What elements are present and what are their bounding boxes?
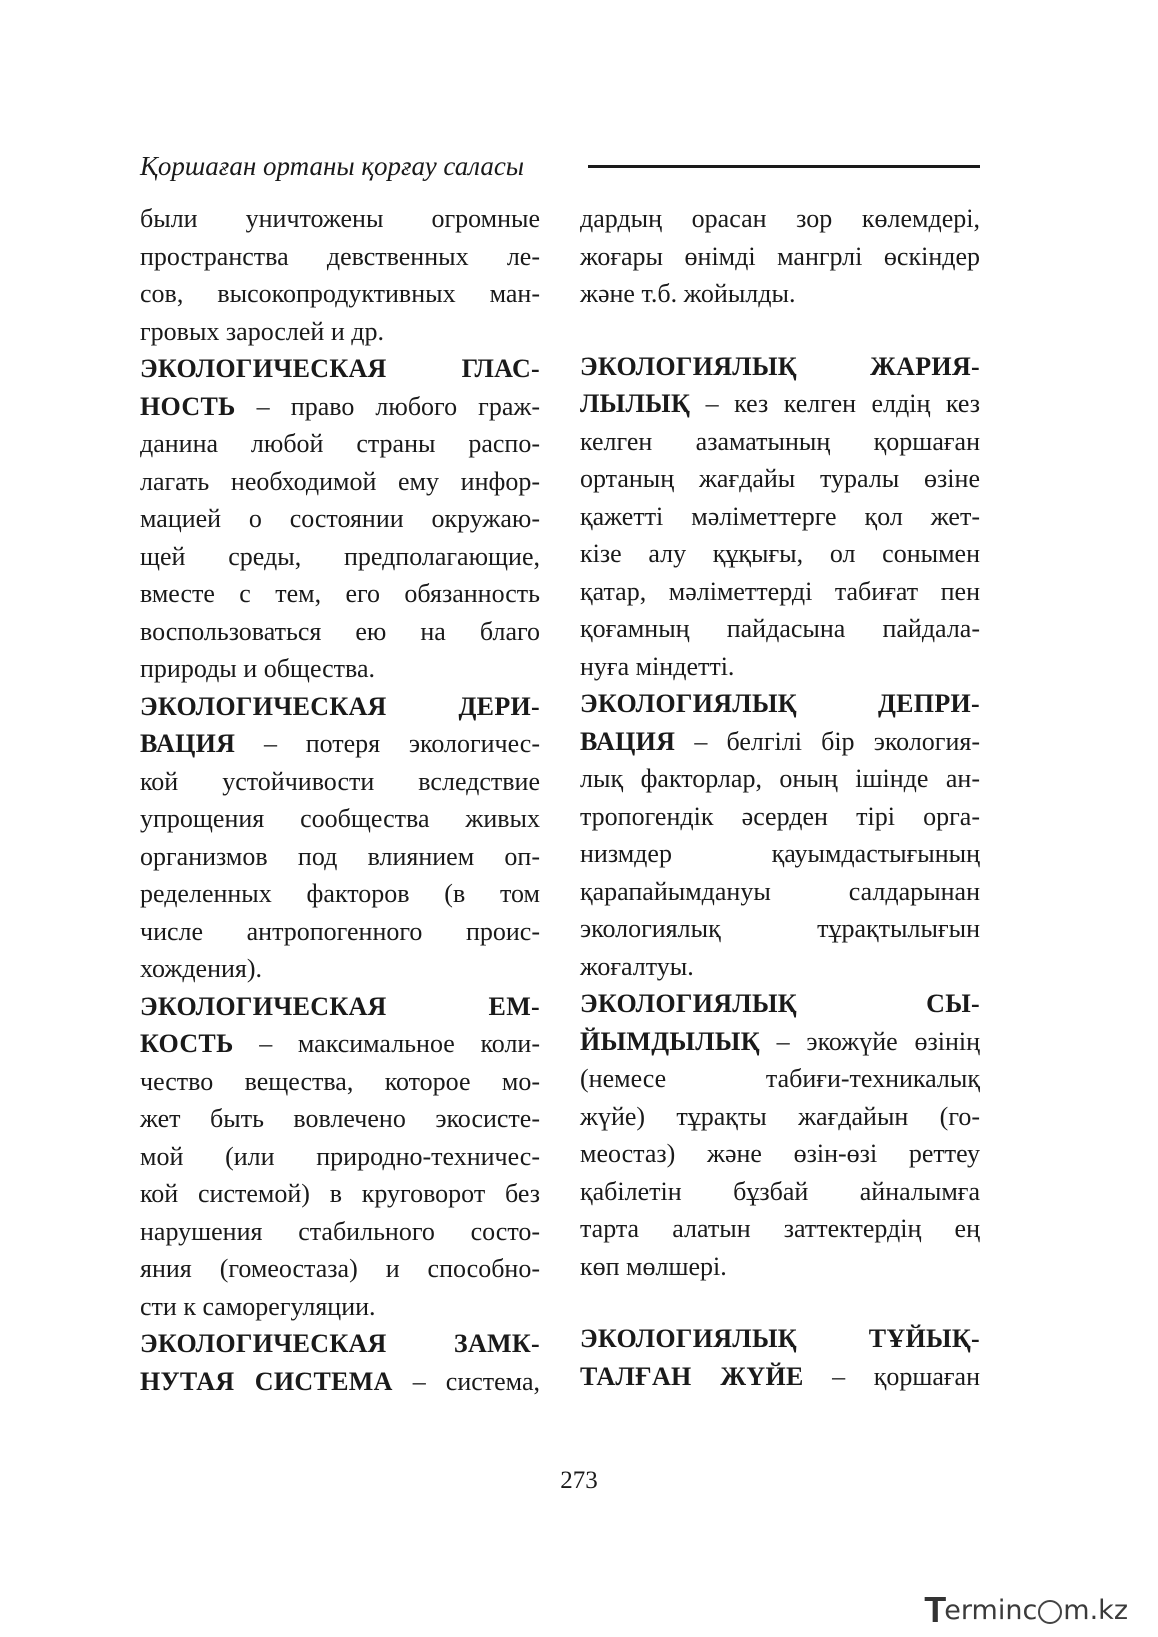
text-line <box>140 200 540 238</box>
term-heading: КОСТЬ <box>140 1029 234 1058</box>
line-text: гровых зарослей и др. <box>140 316 384 346</box>
text-line <box>140 613 540 651</box>
line-text: были уничтожены огромные <box>140 204 540 233</box>
line-text: кой системой) в круговорот без <box>140 1179 540 1208</box>
term-heading: ЭКОЛОГИЯЛЫҚ ЖАРИЯ- <box>580 351 980 381</box>
term-heading: ЭКОЛОГИЯЛЫҚ ДЕПРИ- <box>580 689 980 718</box>
line-text: нуға міндетті. <box>580 651 735 681</box>
text-line <box>580 460 980 498</box>
text-line <box>140 313 540 351</box>
text-line <box>580 723 980 761</box>
page-number: 273 <box>560 1467 598 1494</box>
text-line <box>580 1210 980 1248</box>
text-line <box>140 763 540 801</box>
line-text: келген азаматының қоршаған <box>580 426 980 456</box>
text-line <box>140 988 540 1026</box>
line-text: жоғары өнімді мангрлі өскіндер <box>580 241 980 271</box>
line-text: – потеря экологичес- <box>235 729 540 758</box>
term-heading: ЭКОЛОГИЯЛЫҚ СЫ- <box>580 989 980 1018</box>
text-line <box>580 685 980 723</box>
text-line <box>140 1175 540 1213</box>
text-line <box>140 688 540 726</box>
text-line <box>140 575 540 613</box>
running-header-title: Қоршаған ортаны қорғау саласы <box>140 151 525 181</box>
text-line <box>140 1138 540 1176</box>
text-line <box>140 1100 540 1138</box>
line-text: қоғамның пайдасына пайдала- <box>580 614 980 643</box>
text-line <box>580 760 980 798</box>
text-line <box>580 1173 980 1211</box>
line-text: хождения). <box>140 954 263 983</box>
line-text: лық факторлар, оның ішінде ан- <box>580 764 980 793</box>
line-text: яния (гомеостаза) и способно- <box>140 1254 540 1283</box>
magnifier-icon <box>1038 1600 1062 1624</box>
text-line <box>580 498 980 536</box>
line-text: данина любой страны распо- <box>140 429 540 458</box>
line-text: қарапайымдануы салдарынан <box>580 876 980 906</box>
text-line <box>580 535 980 573</box>
text-line <box>580 1358 980 1396</box>
text-line <box>140 950 540 988</box>
text-line <box>580 348 980 386</box>
line-text: жет быть вовлечено экосисте- <box>140 1104 540 1133</box>
line-text: – максимальное коли- <box>233 1029 540 1058</box>
line-text: воспользоваться ею на благо <box>140 616 540 646</box>
line-text: – белгілі бір экология- <box>675 726 980 756</box>
line-text: меостаз) және өзін-өзі реттеу <box>580 1139 980 1168</box>
term-heading: ЭКОЛОГИЧЕСКАЯ ЕМ- <box>140 991 540 1021</box>
term-heading: ЭКОЛОГИЧЕСКАЯ ГЛАС- <box>140 354 540 383</box>
text-line <box>580 1023 980 1061</box>
text-line <box>140 1025 540 1063</box>
text-line <box>580 1098 980 1136</box>
text-line <box>580 385 980 423</box>
line-text: мой (или природно-техничес- <box>140 1141 540 1171</box>
text-line <box>140 538 540 576</box>
line-text: экологиялық тұрақтылығын <box>580 914 980 943</box>
watermark-text-b: m.kz <box>1063 1594 1128 1626</box>
text-line <box>140 875 540 913</box>
line-text: – экожүйе өзінің <box>759 1026 980 1056</box>
line-text: лагать необходимой ему инфор- <box>140 466 540 496</box>
line-text: щей среды, предполагающие, <box>140 541 540 571</box>
line-text: – право любого граж- <box>235 391 540 421</box>
line-text: қажетті мәліметтерге қол жет- <box>580 501 980 531</box>
term-heading: ЭКОЛОГИЧЕСКАЯ ЗАМК- <box>140 1329 540 1358</box>
text-line <box>140 1213 540 1251</box>
text-line <box>140 913 540 951</box>
line-text: кой устойчивости вследствие <box>140 766 540 796</box>
text-line <box>140 1063 540 1101</box>
line-text: көп мөлшері. <box>580 1251 727 1281</box>
term-heading: ЭКОЛОГИЯЛЫҚ ТҰЙЫҚ- <box>580 1324 980 1353</box>
text-line <box>580 1320 980 1358</box>
line-text: кізе алу құқығы, ол сонымен <box>580 539 980 568</box>
text-line <box>140 388 540 426</box>
line-text: вместе с тем, его обязанность <box>140 579 540 608</box>
watermark-text-a: erminc <box>944 1594 1038 1626</box>
line-text: ределенных факторов (в том <box>140 879 540 908</box>
paragraph-gap <box>580 313 980 348</box>
line-text: және т.б. жойылды. <box>580 279 796 308</box>
term-heading: ЙЫМДЫЛЫҚ <box>580 1026 760 1056</box>
line-text: пространства девственных ле- <box>140 241 540 271</box>
text-line <box>580 910 980 948</box>
term-heading: НУТАЯ СИСТЕМА <box>140 1366 393 1396</box>
line-text: қабілетін бұзбай айналымға <box>580 1176 980 1206</box>
line-text: числе антропогенного проис- <box>140 916 540 946</box>
text-line <box>580 648 980 686</box>
text-line <box>140 1288 540 1326</box>
line-text: сов, высокопродуктивных ман- <box>140 279 540 308</box>
text-line <box>140 800 540 838</box>
text-line <box>580 275 980 313</box>
text-line <box>580 200 980 238</box>
term-heading: ВАЦИЯ <box>580 726 676 756</box>
term-heading: НОСТЬ <box>140 391 236 421</box>
text-line <box>580 423 980 461</box>
term-heading: ЛЫЛЫҚ <box>580 389 691 418</box>
line-text: низмдер қауымдастығының <box>580 839 980 868</box>
line-text: – қоршаған <box>803 1361 980 1391</box>
text-line <box>580 573 980 611</box>
text-line <box>140 1250 540 1288</box>
term-heading: ЭКОЛОГИЧЕСКАЯ ДЕРИ- <box>140 691 540 721</box>
termincom-watermark-logo <box>924 1589 1128 1630</box>
left-column <box>140 200 540 1400</box>
text-line <box>140 1363 540 1401</box>
line-text: сти к саморегуляции. <box>140 1291 376 1321</box>
line-text: чество вещества, которое мо- <box>140 1066 540 1096</box>
text-line <box>580 798 980 836</box>
line-text: жүйе) тұрақты жағдайын (го- <box>580 1101 980 1131</box>
line-text: тарта алатын заттектердің ең <box>580 1214 980 1243</box>
text-line <box>140 1325 540 1363</box>
line-text: мацией о состоянии окружаю- <box>140 504 540 533</box>
text-line <box>580 985 980 1023</box>
line-text: организмов под влиянием оп- <box>140 841 540 871</box>
line-text: дардың орасан зор көлемдері, <box>580 204 980 233</box>
line-text: қатар, мәліметтерді табиғат пен <box>580 576 980 606</box>
line-text: упрощения сообщества живых <box>140 804 540 833</box>
text-line <box>140 238 540 276</box>
text-line <box>140 650 540 688</box>
text-line <box>580 873 980 911</box>
header-rule <box>588 165 980 168</box>
paragraph-gap <box>580 1285 980 1320</box>
text-line <box>140 425 540 463</box>
line-text: нарушения стабильного состо- <box>140 1216 540 1246</box>
right-column <box>580 200 980 1395</box>
line-text: – система, <box>392 1366 540 1396</box>
term-heading: ТАЛҒАН ЖҮЙЕ <box>580 1361 804 1391</box>
text-line <box>140 725 540 763</box>
text-line <box>580 238 980 276</box>
text-line <box>580 1135 980 1173</box>
text-line <box>580 1060 980 1098</box>
text-line <box>580 1248 980 1286</box>
text-line <box>140 500 540 538</box>
text-line <box>140 838 540 876</box>
line-text: природы и общества. <box>140 654 376 683</box>
line-text: жоғалтуы. <box>580 951 694 981</box>
line-text: (немесе табиғи-техникалық <box>580 1064 980 1093</box>
text-line <box>580 610 980 648</box>
text-line <box>580 948 980 986</box>
text-line <box>140 350 540 388</box>
term-heading: ВАЦИЯ <box>140 729 236 758</box>
text-line <box>140 275 540 313</box>
running-header <box>140 146 980 186</box>
line-text: ортаның жағдайы туралы өзіне <box>580 464 980 493</box>
text-line <box>140 463 540 501</box>
watermark-t: T <box>924 1589 947 1630</box>
text-line <box>580 835 980 873</box>
line-text: тропогендік әсерден тірі орга- <box>580 801 980 831</box>
line-text: – кез келген елдің кез <box>690 389 980 418</box>
